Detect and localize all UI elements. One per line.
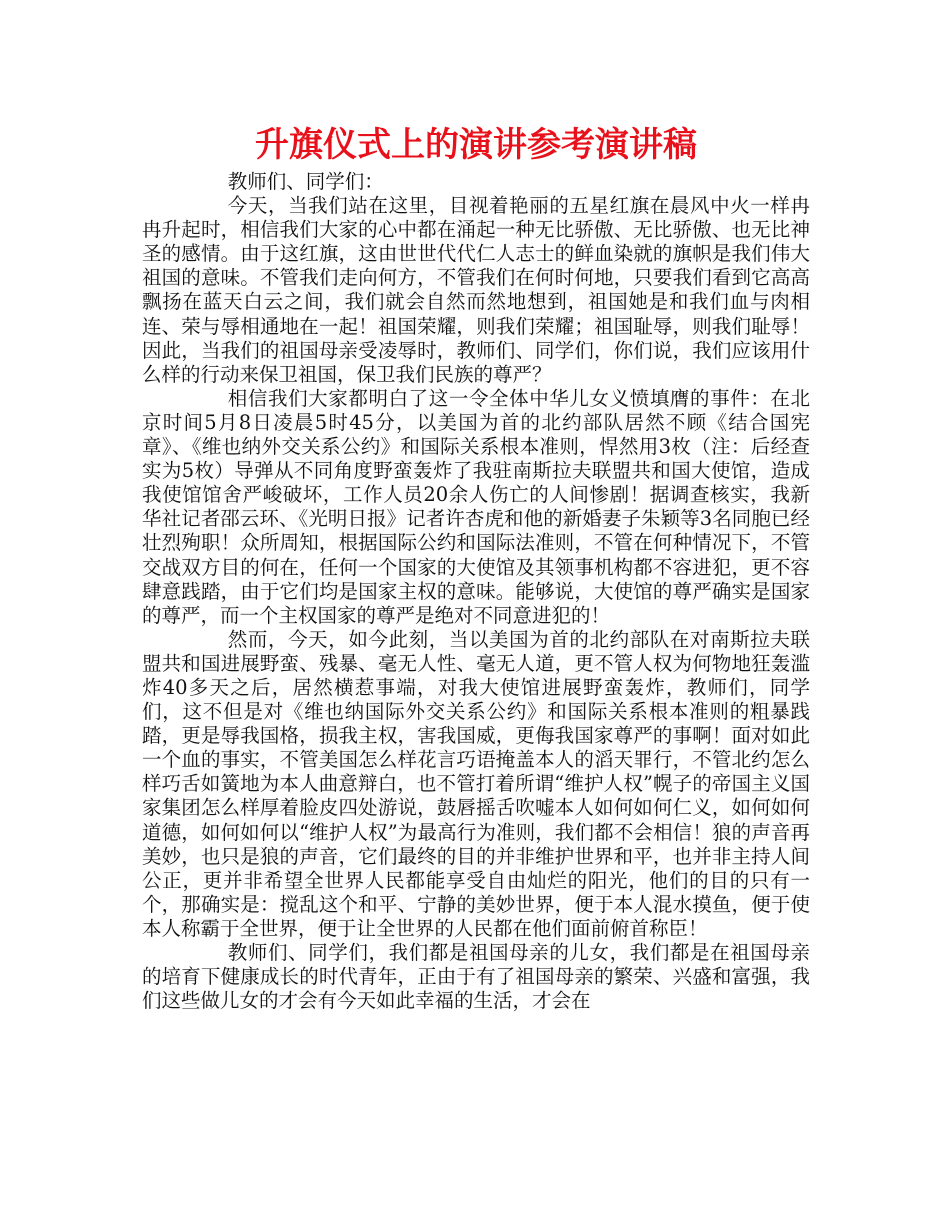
document-body: [142, 170, 810, 1013]
paragraph-2: 相信我们大家都明白了这一令全体中华儿女义愤填膺的事件：在北京时间5月8日凌晨5时45分，以美国为首的北约部队居然不顾《结合国宪章》、《维也纳外交关系公约》和国际关系根本准则，悍然用3枚（注：后经查实为5枚）导弹从不同角度野蛮轰炸了我驻南斯拉夫联盟共和国大使馆，造成我使馆馆舍严峻破坏，工作人员20余人伤亡的人间惨剧！据调查核实，我新华社记者邵云环、《光明日报》记者许杏虎和他的新婚妻子朱颖等3名同胞已经壮烈殉职！众所周知，根据国际公约和国际法准则，不管在何种情况下，不管交战双方目的何在，任何一个国家的大使馆及其领事机构都不容进犯，更不容肆意践踏，由于它们均是国家主权的意味。能够说，大使馆的尊严确实是国家的尊严，而一个主权国家的尊严是绝对不同意进犯的！: [142, 386, 810, 627]
paragraph-3: 然而，今天，如今此刻，当以美国为首的北约部队在对南斯拉夫联盟共和国进展野蛮、残暴、毫无人性、毫无人道，更不管人权为何物地狂轰滥炸40多天之后，居然横惹事端，对我大使馆进展野蛮轰炸，教师们，同学们，这不但是对《维也纳国际外交关系公约》和国际关系根本准则的粗暴践踏，更是辱我国格，损我主权，害我国威，更侮我国家尊严的事啊！面对如此一个血的事实，不管美国怎么样花言巧语掩盖本人的滔天罪行，不管北约怎么样巧舌如簧地为本人曲意辩白，也不管打着所谓“维护人权”幌子的帝国主义国家集团怎么样厚着脸皮四处游说，鼓唇摇舌吹嘘本人如何如何仁义，如何如何道德，如何如何以“维护人权”为最高行为准则，我们都不会相信！狼的声音再美妙，也只是狼的声音，它们最终的目的并非维护世界和平，也并非主持人间公正，更并非希望全世界人民都能享受自由灿烂的阳光，他们的目的只有一个，那确实是：搅乱这个和平、宁静的美妙世界，便于本人混水摸鱼，便于使本人称霸于全世界，便于让全世界的人民都在他们面前俯首称臣！: [142, 627, 810, 940]
paragraph-4: 教师们、同学们，我们都是祖国母亲的儿女，我们都是在祖国母亲的培育下健康成长的时代青年，正由于有了祖国母亲的繁荣、兴盛和富强，我们这些做儿女的才会有今天如此幸福的生活，才会在: [142, 941, 810, 1013]
salutation: 教师们、同学们：: [227, 170, 384, 193]
document-page: [142, 120, 810, 1013]
paragraph-1: 今天，当我们站在这里，目视着艳丽的五星红旗在晨风中火一样冉冉升起时，相信我们大家的心中都在涌起一种无比骄傲、无比骄傲、也无比神圣的感情。由于这红旗，这由世世代代仁人志士的鲜血染就的旗帜是我们伟大祖国的意味。不管我们走向何方，不管我们在何时何地，只要我们看到它高高飘扬在蓝天白云之间，我们就会自然而然地想到，祖国她是和我们血与肉相连、荣与辱相通地在一起！祖国荣耀，则我们荣耀；祖国耻辱，则我们耻辱！因此，当我们的祖国母亲受凌辱时，教师们、同学们，你们说，我们应该用什么样的行动来保卫祖国，保卫我们民族的尊严？: [142, 194, 810, 386]
document-title: 升旗仪式上的演讲参考演讲稿: [255, 125, 697, 165]
